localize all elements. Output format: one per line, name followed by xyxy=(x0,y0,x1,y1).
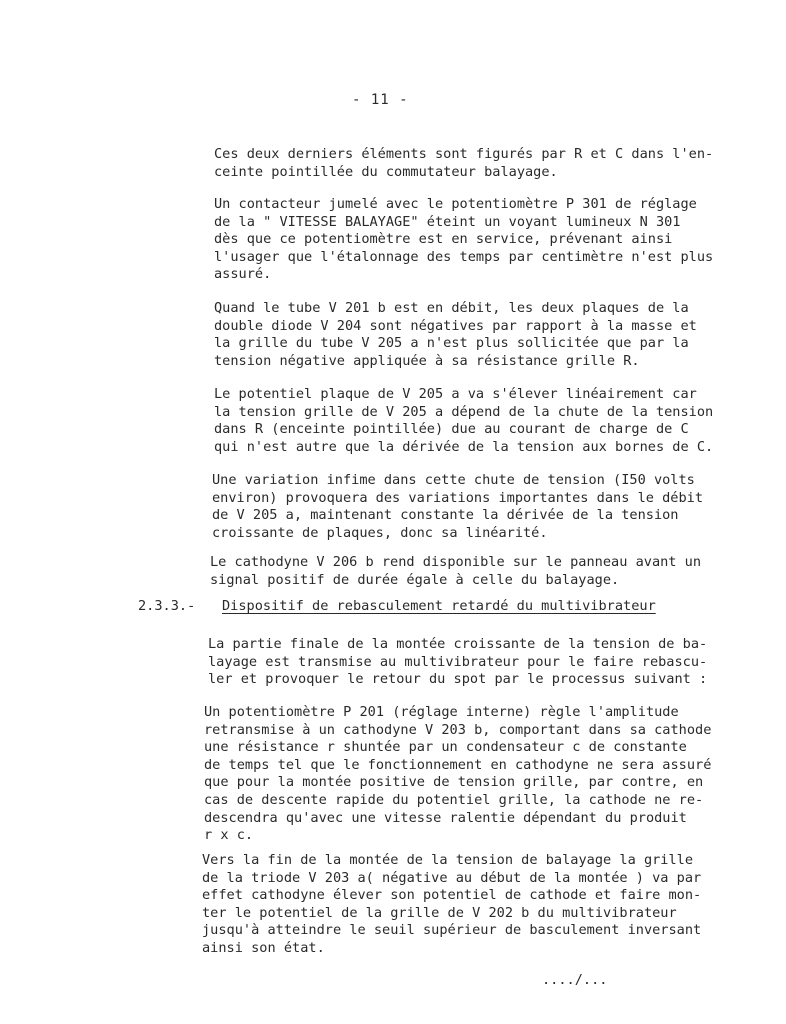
page-number: - 11 - xyxy=(352,92,409,108)
paragraph-5: Une variation infime dans cette chute de tension (I50 volts environ) provoquera des variations importantes dans le débit de V 205 a, maintenant constante la dérivée de la tension croissante de plaques, donc sa linéarité. xyxy=(212,472,704,541)
section-paragraph-1: La partie finale de la montée croissante de la tension de ba- layage est transmise au multivibrateur pour le faire rebascu- ler et provoquer le retour du spot par le processus suivant : xyxy=(208,636,708,688)
paragraph-2: Un contacteur jumelé avec le potentiomètre P 301 de réglage de la " VITESSE BALAYAGE" éteint un voyant lumineux N 301 dès que ce potentiomètre est en service, prévenant ainsi l'usager que l'étalonnage des temps par centimètre n'est plus assuré. xyxy=(214,196,714,283)
paragraph-3: Quand le tube V 201 b est en débit, les deux plaques de la double diode V 204 sont négatives par rapport à la masse et la grille du tube V 205 a n'est plus sollicitée que par la tension négative appliquée à sa résistance grille R. xyxy=(214,300,697,369)
paragraph-1: Ces deux derniers éléments sont figurés par R et C dans l'en- ceinte pointillée du commutateur balayage. xyxy=(214,146,714,180)
paragraph-6: Le cathodyne V 206 b rend disponible sur le panneau avant un signal positif de durée égale à celle du balayage. xyxy=(210,554,702,588)
continuation-marker: ..../... xyxy=(542,972,608,988)
section-paragraph-2: Un potentiomètre P 201 (réglage interne) règle l'amplitude retransmise à un cathodyne V 203 b, comportant dans sa cathode une résistance r shuntée par un condensateur c de constante de temps tel que le fonctionnement en cathodyne ne sera assuré que pour la montée positive de tension grille, par contre, en cas de descente rapide du potentiel grille, la cathode ne re- descendra qu'avec une vitesse ralentie dépendant du produit r x c. xyxy=(204,704,712,844)
section-title: Dispositif de rebasculement retardé du multivibrateur xyxy=(222,598,656,614)
section-paragraph-3: Vers la fin de la montée de la tension de balayage la grille de la triode V 203 a( négative au début de la montée ) va par effet cathodyne élever son potentiel de cathode et faire mon- ter le potentiel de la grille de V 202 b du multivibrateur jusqu'à atteindre le seuil supérieur de basculement inversant ainsi son état. xyxy=(202,852,702,956)
paragraph-4: Le potentiel plaque de V 205 a va s'élever linéairement car la tension grille de V 205 a dépend de la chute de la tension dans R (enceinte pointillée) due au courant de charge de C qui n'est autre que la dérivée de la tension aux bornes de C. xyxy=(214,386,714,455)
section-number: 2.3.3.- xyxy=(138,598,196,614)
